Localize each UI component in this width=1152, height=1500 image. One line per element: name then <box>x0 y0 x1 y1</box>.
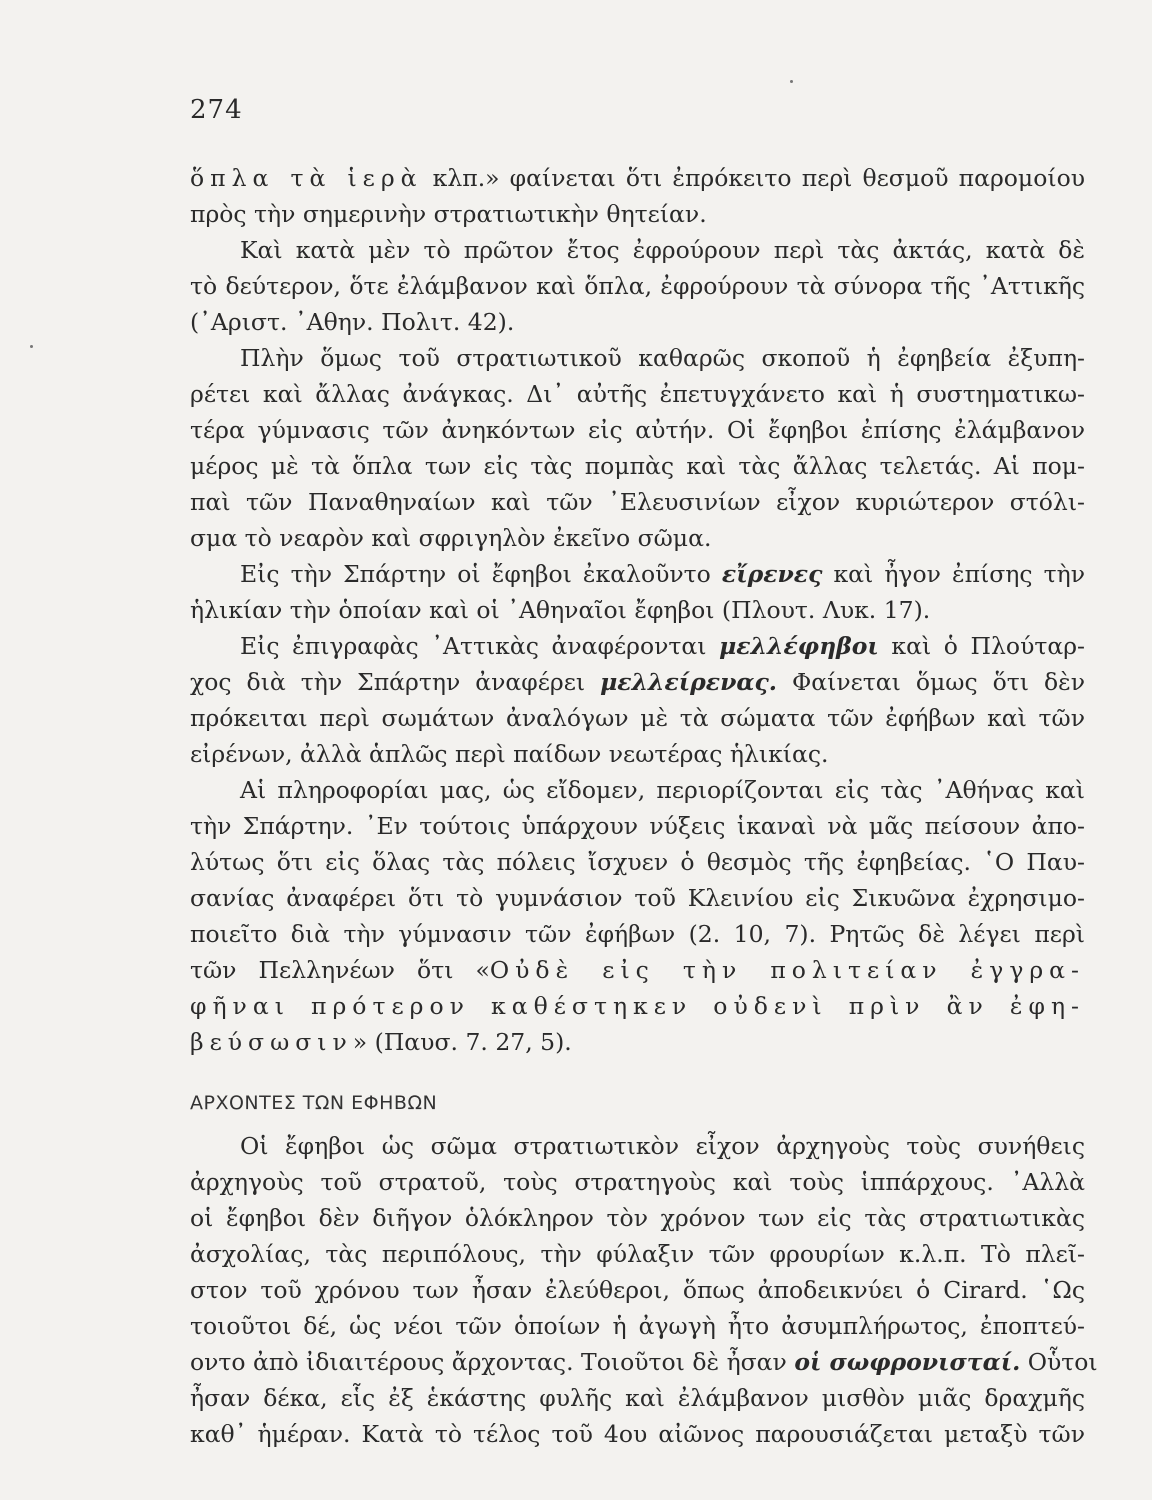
paragraph-start: Καὶ κατὰ μὲν τὸ πρῶτον ἔτος ἐφρούρουν περὶ τὰς ἀκτάς, κατὰ δὲ <box>240 236 1085 264</box>
text-line <box>190 1344 1098 1380</box>
text-span: » (Παυσ. 7. 27, 5). <box>352 1028 572 1056</box>
body-text-block-1 <box>190 160 1085 1060</box>
text-span: κλπ.» φαίνεται ὅτι ἐπρόκειτο περὶ θεσμοῦ παρομοίου <box>422 164 1086 192</box>
text-span: τῶν Πελληνέων ὅτι « <box>190 956 490 984</box>
paragraph-start: Πλὴν ὅμως τοῦ στρατιωτικοῦ καθαρῶς σκοποῦ ἡ ἐφηβεία ἐξυπη- <box>240 344 1085 372</box>
text-line: τὸ δεύτερον, ὅτε ἐλάμβανον καὶ ὅπλα, ἐφρούρουν τὰ σύνορα τῆς ᾿Αττικῆς <box>190 272 1085 300</box>
text-line: τὴν Σπάρτην. ᾿Εν τούτοις ὑπάρχουν νύξεις ἱκαναὶ νὰ μᾶς πείσουν ἀπο- <box>190 812 1085 840</box>
text-line: (᾿Αριστ. ᾿Αθην. Πολιτ. 42). <box>190 308 515 336</box>
page-number: 274 <box>190 95 243 125</box>
text-span: χος διὰ τὴν Σπάρτην ἀναφέρει <box>190 668 601 696</box>
text-line: σμα τὸ νεαρὸν καὶ σφριγηλὸν ἐκεῖνο σῶμα. <box>190 524 712 552</box>
text-line: ἦσαν δέκα, εἷς ἐξ ἑκάστης φυλῆς καὶ ἐλάμβανον μισθὸν μιᾶς δραχμῆς <box>190 1384 1085 1412</box>
paragraph-start <box>190 628 1085 664</box>
text-span: Εἰς ἐπιγραφὰς ᾿Αττικὰς ἀναφέρονται <box>240 632 720 660</box>
text-span: Εἰς τὴν Σπάρτην οἱ ἔφηβοι ἐκαλοῦντο <box>240 560 722 588</box>
spaced-quote: βεύσωσιν <box>190 1028 353 1056</box>
text-line: λύτως ὅτι εἰς ὅλας τὰς πόλεις ἴσχυεν ὁ θεσμὸς τῆς ἐφηβείας. ῾Ο Παυ- <box>190 848 1085 876</box>
text-line: ἀσχολίας, τὰς περιπόλους, τὴν φύλαξιν τῶν φρουρίων κ.λ.π. Τὸ πλεῖ- <box>190 1240 1085 1268</box>
text-line <box>190 160 1085 196</box>
text-line: παὶ τῶν Παναθηναίων καὶ τῶν ᾿Ελευσινίων εἶχον κυριώτερον στόλι- <box>190 488 1085 516</box>
emphasized-term: μελλείρενας. <box>600 668 777 696</box>
text-line: τοιοῦτοι δέ, ὡς νέοι τῶν ὁποίων ἡ ἀγωγὴ ἦτο ἀσυμπλήρωτος, ἐποπτεύ- <box>190 1312 1085 1340</box>
text-line: σανίας ἀναφέρει ὅτι τὸ γυμνάσιον τοῦ Κλεινίου εἰς Σικυῶνα ἐχρησιμο- <box>190 884 1085 912</box>
spaced-phrase: ὅπλα τὰ ἱερὰ <box>190 164 423 192</box>
text-line <box>190 1024 1085 1060</box>
spaced-quote-line: φῆναι πρότερον καθέστηκεν οὐδενὶ πρὶν ἂν ἐφη- <box>190 992 1085 1020</box>
scan-speck <box>790 80 793 83</box>
text-span: καὶ ὁ Πλούταρ- <box>878 632 1085 660</box>
paragraph-start <box>190 556 1085 592</box>
text-span: καὶ ἦγον ἐπίσης τὴν <box>822 560 1085 588</box>
text-line: πρόκειται περὶ σωμάτων ἀναλόγων μὲ τὰ σώματα τῶν ἐφήβων καὶ τῶν <box>190 704 1085 732</box>
text-line: ποιεῖτο διὰ τὴν γύμνασιν τῶν ἐφήβων (2. 10, 7). Ρητῶς δὲ λέγει περὶ <box>190 920 1085 948</box>
text-span: Φαίνεται ὅμως ὅτι δὲν <box>776 668 1085 696</box>
text-span: οντο ἀπὸ ἰδιαιτέρους ἄρχοντας. Τοιοῦτοι δὲ ἦσαν <box>190 1348 795 1376</box>
paragraph-start: Οἱ ἔφηβοι ὡς σῶμα στρατιωτικὸν εἶχον ἀρχηγοὺς τοὺς συνήθεις <box>240 1132 1085 1160</box>
text-line: εἰρένων, ἀλλὰ ἁπλῶς περὶ παίδων νεωτέρας ἡλικίας. <box>190 740 829 768</box>
text-line: στον τοῦ χρόνου των ἦσαν ἐλεύθεροι, ὅπως ἀποδεικνύει ὁ Cirard. ῾Ως <box>190 1276 1085 1304</box>
emphasized-term: οἱ σωφρονισταί. <box>794 1348 1021 1376</box>
text-line: μέρος μὲ τὰ ὅπλα των εἰς τὰς πομπὰς καὶ τὰς ἄλλας τελετάς. Αἱ πομ- <box>190 452 1085 480</box>
text-line: τέρα γύμνασις τῶν ἀνηκόντων εἰς αὐτήν. Οἱ ἔφηβοι ἐπίσης ἐλάμβανον <box>190 416 1085 444</box>
section-heading: ΑΡΧΟΝΤΕΣ ΤΩΝ ΕΦΗΒΩΝ <box>190 1092 438 1114</box>
body-text-block-2 <box>190 1128 1098 1452</box>
text-line: ρέτει καὶ ἄλλας ἀνάγκας. Δι᾿ αὐτῆς ἐπετυγχάνετο καὶ ἡ συστηματικω- <box>190 380 1085 408</box>
text-line: πρὸς τὴν σημερινὴν στρατιωτικὴν θητείαν. <box>190 200 707 228</box>
text-line <box>190 952 1085 988</box>
text-line: ἡλικίαν τὴν ὁποίαν καὶ οἱ ᾿Αθηναῖοι ἔφηβοι (Πλουτ. Λυκ. 17). <box>190 596 931 624</box>
text-span: Οὗτοι <box>1020 1348 1098 1376</box>
text-line: οἱ ἔφηβοι δὲν διῆγον ὁλόκληρον τὸν χρόνον των εἰς τὰς στρατιωτικὰς <box>190 1204 1085 1232</box>
spaced-quote: Οὐδὲ εἰς τὴν πολιτείαν ἐγγρα- <box>489 956 1085 984</box>
text-line: ἀρχηγοὺς τοῦ στρατοῦ, τοὺς στρατηγοὺς καὶ τοὺς ἱππάρχους. ᾿Αλλὰ <box>190 1168 1085 1196</box>
scan-speck <box>30 345 33 348</box>
text-line <box>190 664 1085 700</box>
paragraph-start: Αἱ πληροφορίαι μας, ὡς εἴδομεν, περιορίζονται εἰς τὰς ᾿Αθήνας καὶ <box>240 776 1085 804</box>
text-line: καθ᾿ ἡμέραν. Κατὰ τὸ τέλος τοῦ 4ου αἰῶνος παρουσιάζεται μεταξὺ τῶν <box>190 1420 1085 1448</box>
emphasized-term: εἴρενες <box>721 560 823 588</box>
emphasized-term: μελλέφηβοι <box>719 632 879 660</box>
